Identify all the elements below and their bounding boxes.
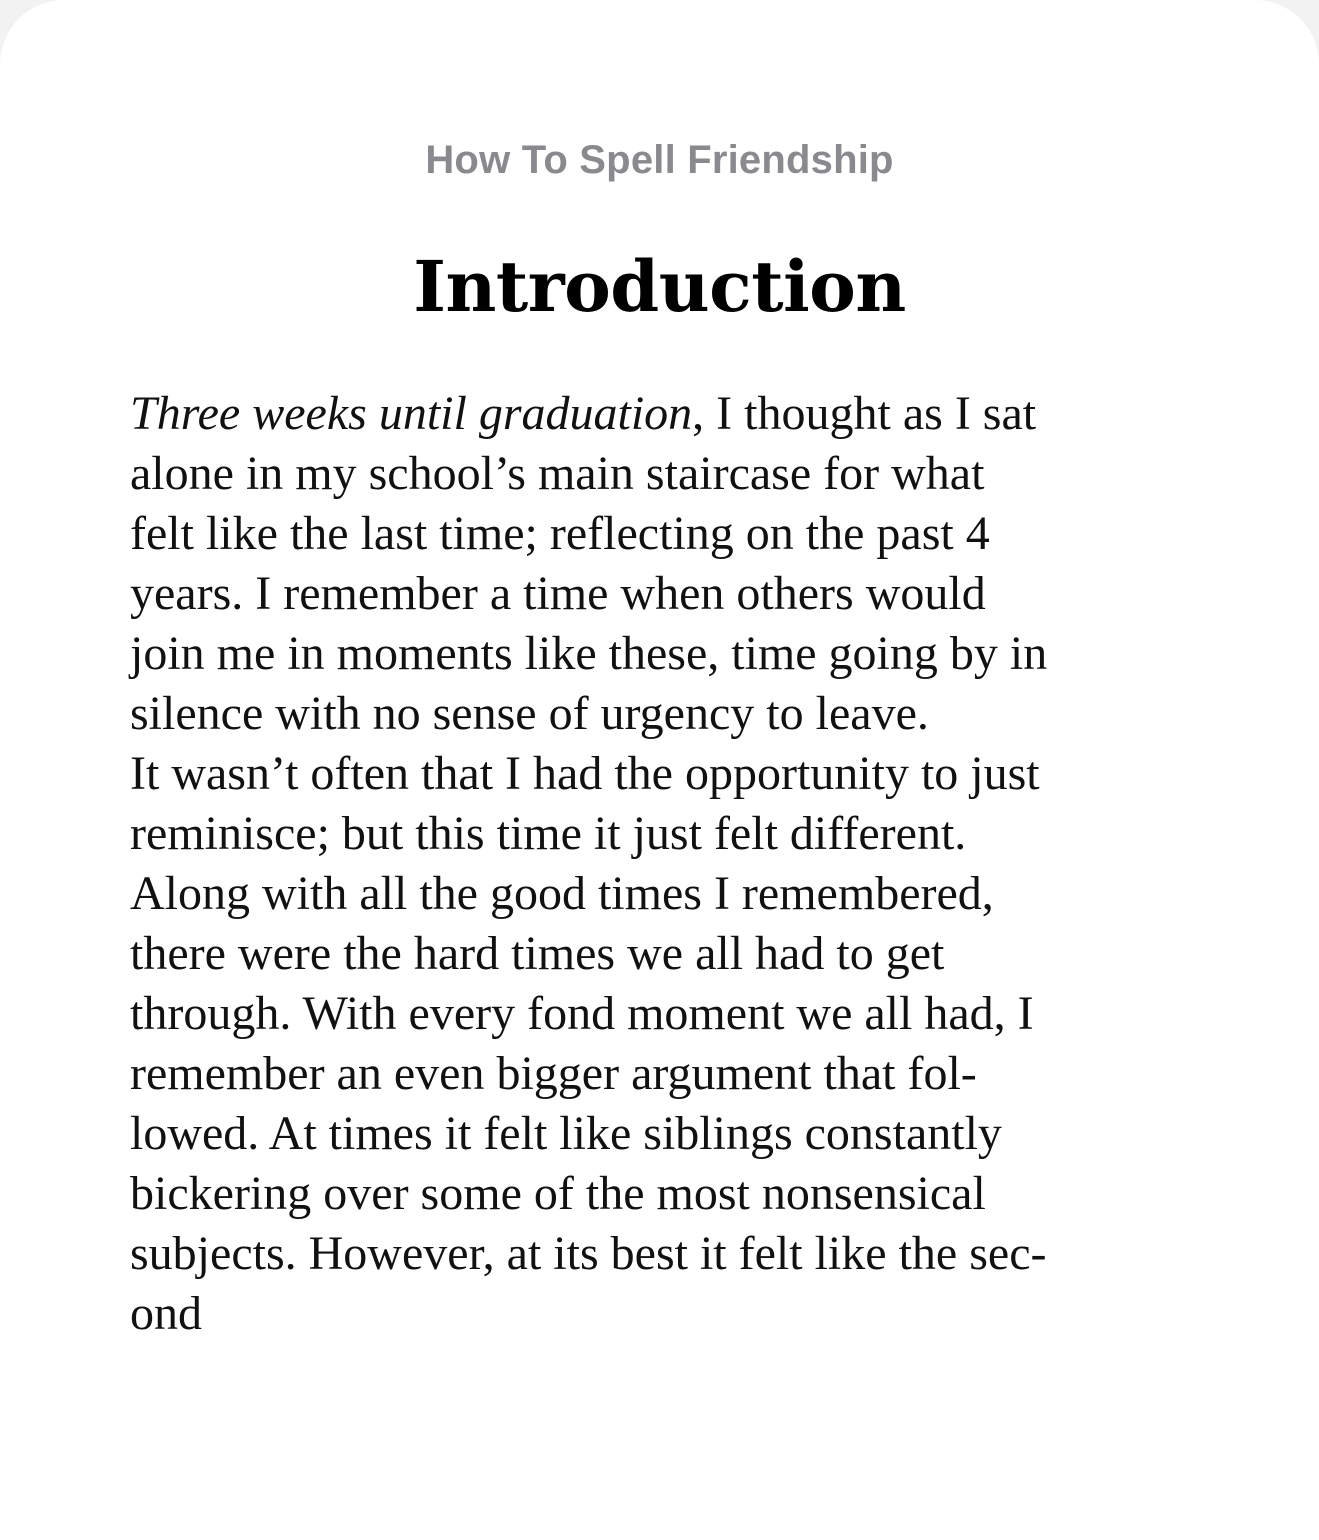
- text-line: bickering over some of the most nonsensical: [130, 1167, 986, 1220]
- italic-text: Three weeks until graduation: [130, 387, 693, 440]
- text-line: It wasn’t often that I had the opportunity to just: [130, 747, 1040, 800]
- text-line: through. With every fond moment we all had, I: [130, 987, 1034, 1040]
- chapter-title: Introduction: [413, 245, 906, 328]
- text-line: there were the hard times we all had to get: [130, 927, 945, 980]
- text-line: alone in my school’s main staircase for what: [130, 447, 985, 500]
- text-line: remember an even bigger argument that fol-: [130, 1047, 977, 1100]
- text-line: lowed. At times it felt like siblings constantly: [130, 1107, 1002, 1160]
- text-line: silence with no sense of urgency to leave.: [130, 687, 929, 740]
- text-line: felt like the last time; reflecting on the past 4: [130, 507, 990, 560]
- text-line: Along with all the good times I remembered,: [130, 867, 994, 920]
- text-line: reminisce; but this time it just felt different.: [130, 807, 967, 860]
- text-line: years. I remember a time when others would: [130, 567, 986, 620]
- text-line: join me in moments like these, time going by in: [130, 627, 1048, 680]
- text-line: Three weeks until graduation, I thought as I sat: [130, 387, 1037, 440]
- book-title: How To Spell Friendship: [425, 138, 894, 182]
- text-line: subjects. However, at its best it felt like the sec-: [130, 1227, 1047, 1280]
- chapter-body-text[interactable]: [130, 384, 1210, 1344]
- text-line: ond: [130, 1287, 202, 1340]
